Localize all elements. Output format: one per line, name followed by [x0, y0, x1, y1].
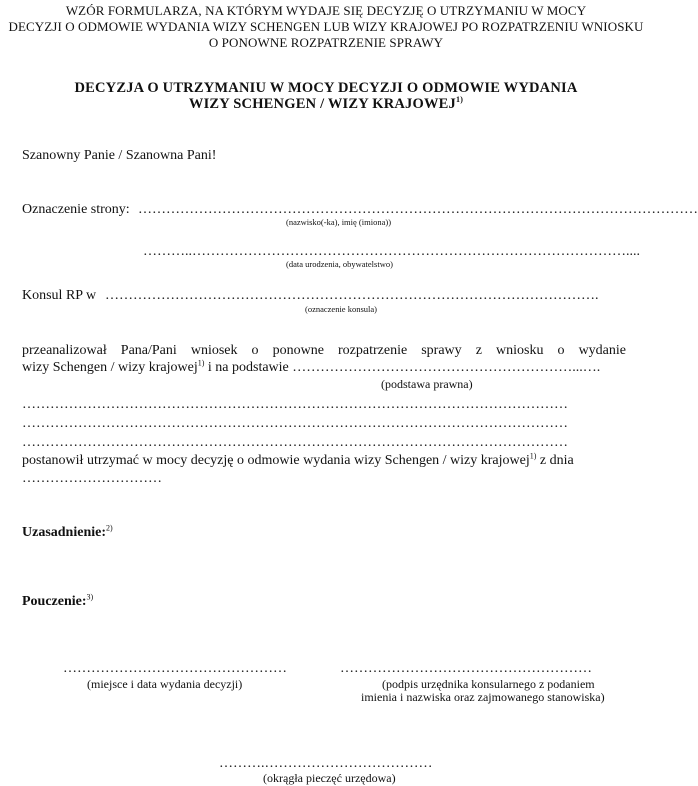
footnote-ref: 2)	[106, 523, 113, 533]
place-date-field[interactable]: …………………………………………	[63, 661, 287, 676]
signature-caption-line-1: (podpis urzędnika konsularnego z podaniem	[382, 677, 595, 691]
signature-caption-line-2: imienia i nazwiska oraz zajmowanego stanowiska)	[361, 690, 605, 704]
instruction-label: Pouczenie:	[22, 594, 87, 609]
party-birth-caption: (data urodzenia, obywatelstwo)	[286, 259, 393, 269]
footnote-ref: 3)	[86, 592, 94, 602]
dotted-line-2[interactable]: ………………………………………………………………………………………………………	[22, 416, 568, 431]
dotted-line-3[interactable]: ………………………………………………………………………………………………………	[22, 435, 568, 450]
analysis-visa-type: wizy Schengen / wizy krajowej	[22, 360, 198, 375]
footnote-ref: 1)	[197, 358, 205, 368]
analysis-line-2	[22, 359, 626, 376]
justification-heading	[22, 524, 113, 541]
seal-field[interactable]: ……….………………………………	[219, 756, 433, 771]
signature-field[interactable]: ………………………………………………	[340, 661, 592, 676]
justification-label: Uzasadnienie:	[22, 525, 106, 540]
decision-date-label: z dnia	[536, 453, 574, 468]
document-title-line-2	[0, 96, 652, 113]
decision-line-1	[22, 452, 626, 469]
decision-text: postanowił utrzymać w mocy decyzję o odmowie wydania wizy Schengen / wizy krajowej	[22, 453, 530, 468]
party-name-caption: (nazwisko(-ka), imię (imiona))	[286, 217, 392, 227]
form-header-line-2: DECYZJI O ODMOWIE WYDANIA WIZY SCHENGEN LUB WIZY KRAJOWEJ PO ROZPATRZENIU WNIOSKU	[8, 19, 644, 34]
party-birth-field[interactable]: ………..…………………………………………………………………………………....	[143, 244, 640, 259]
document-title-line-1: DECYZJA O UTRZYMANIU W MOCY DECYZJI O ODMOWIE WYDANIA	[74, 80, 578, 96]
party-label: Oznaczenie strony:	[22, 202, 130, 217]
consul-label: Konsul RP w	[22, 288, 97, 303]
party-name-field[interactable]: …………………………………………………………………………………………………………	[138, 202, 698, 217]
greeting: Szanowny Panie / Szanowna Pani!	[22, 148, 217, 163]
seal-caption: (okrągła pieczęć urzędowa)	[263, 771, 396, 785]
place-date-caption: (miejsce i data wydania decyzji)	[87, 677, 243, 691]
legal-basis-caption: (podstawa prawna)	[381, 377, 473, 391]
footnote-ref: 1)	[529, 451, 537, 461]
dotted-line-1[interactable]: ………………………………………………………………………………………………………	[22, 397, 568, 412]
form-header-line-1: WZÓR FORMULARZA, NA KTÓRYM WYDAJE SIĘ DECYZJĘ O UTRZYMANIU W MOCY	[65, 3, 587, 18]
instruction-heading	[22, 593, 93, 610]
legal-basis-field[interactable]: i na podstawie ……………………………………………………...….	[204, 360, 601, 375]
consul-field[interactable]: …………………………………………………………………………………………….	[105, 288, 599, 303]
form-header-line-3: O PONOWNE ROZPATRZENIE SPRAWY	[208, 35, 444, 50]
footnote-ref: 1)	[456, 95, 464, 105]
document-title-text: WIZY SCHENGEN / WIZY KRAJOWEJ	[188, 96, 457, 112]
analysis-line-1: przeanalizował Pana/Pani wniosek o ponowne rozpatrzenie sprawy z wniosku o wydanie	[22, 343, 626, 358]
decision-date-field[interactable]: …………………………	[22, 471, 162, 486]
consul-caption: (oznaczenie konsula)	[305, 304, 377, 314]
